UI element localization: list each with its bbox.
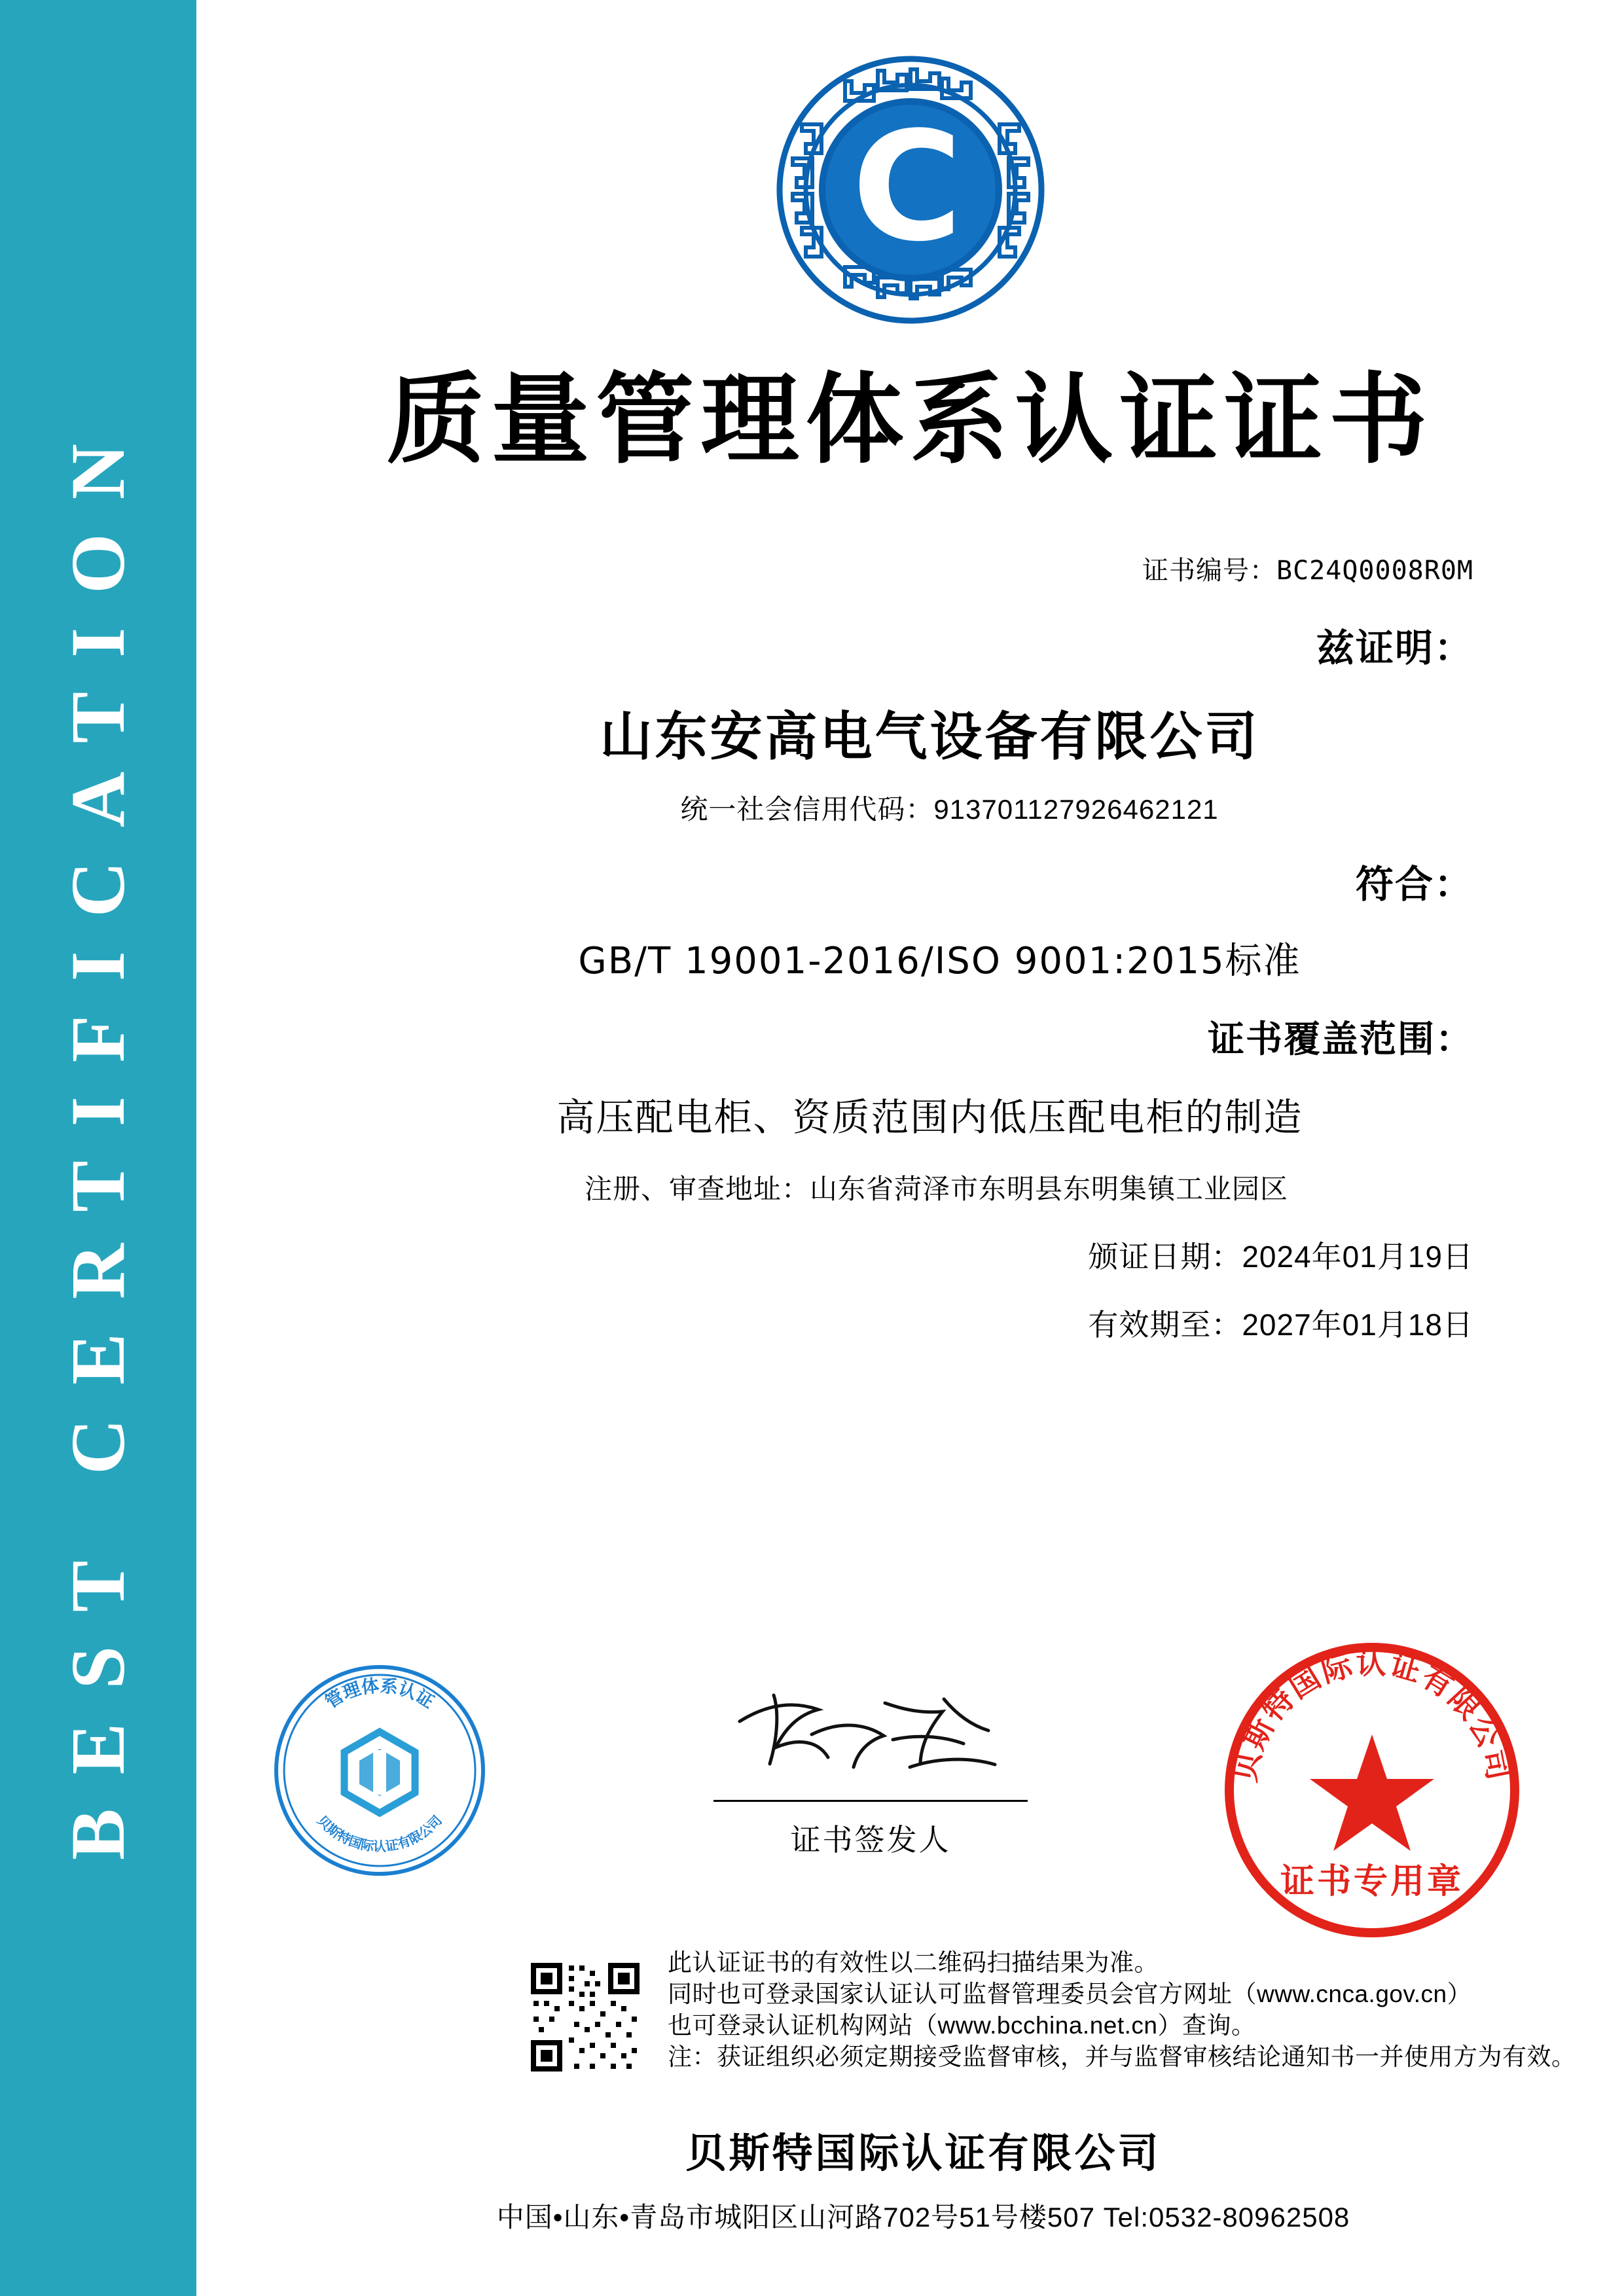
valid-until-date: 有效期至：2027年01月18日 [1088,1308,1473,1342]
svg-text:管理体系认证: 管理体系认证 [321,1676,438,1713]
note-line-3: 也可登录认证机构网站（www.bcchina.net.cn）查询。 [668,2012,1256,2039]
scope-label: 证书覆盖范围： [1208,1018,1473,1060]
company-name: 山东安高电气设备有限公司 [600,708,1260,766]
note-line-1: 此认证证书的有效性以二维码扫描结果为准。 [668,1949,1159,1976]
note-line-2: 同时也可登录国家认证认可监督管理委员会官方网址（www.cnca.gov.cn） [668,1981,1472,2007]
red-seal-stamp-icon [1218,1636,1526,1944]
validity-notes [668,1947,1584,2073]
issue-date: 颁证日期：2024年01月19日 [1088,1240,1473,1274]
hereby-label: 兹证明： [1316,627,1473,670]
scope-value: 高压配电柜、资质范围内低压配电柜的制造 [556,1096,1303,1139]
signature-caption: 证书签发人 [790,1823,951,1857]
certificate-number-line [196,550,1624,587]
registered-address: 注册、审查地址：山东省菏泽市东明县东明集镇工业园区 [584,1174,1288,1204]
standard-value: GB/T 19001-2016/ISO 9001:2015标准 [578,940,1301,982]
certificate-body [196,550,1624,1344]
signature-line [713,1800,1028,1802]
certificate-page [196,0,1624,2296]
certificate-number-label: 证书编号： [1142,556,1277,586]
side-band-label: BEST CERTIFICATION [55,409,141,1861]
footer-address: 中国•山东•青岛市城阳区山河路702号51号楼507 Tel:0532-80962508 [496,2202,1350,2233]
signature-block [713,1676,1028,1859]
page-title: 质量管理体系认证证书 [386,363,1434,477]
conform-label: 符合： [1355,863,1473,906]
handwritten-signature-icon [713,1676,1028,1800]
emblem-letter: C [852,100,962,275]
svg-text:证书专用章: 证书专用章 [1280,1862,1464,1901]
note-line-4: 注：获证组织必须定期接受监督审核，并与监督审核结论通知书一并使用方为有效。 [668,2043,1576,2070]
certificate-number-value: BC24Q0008R0M [1276,556,1473,586]
qr-code-icon [527,1959,643,2075]
bc-certification-emblem-icon [773,52,1048,327]
footer [196,2121,1624,2235]
signature-area [196,1645,1624,1950]
side-band [0,0,196,2296]
accreditation-logo-icon [272,1662,488,1878]
svg-text:贝斯特国际认证有限公司: 贝斯特国际认证有限公司 [1227,1645,1517,1785]
svg-text:贝斯特国际认证有限公司: 贝斯特国际认证有限公司 [314,1812,445,1854]
footer-organization: 贝斯特国际认证有限公司 [685,2131,1161,2176]
notes-area [196,1947,1624,2111]
credit-code: 统一社会信用代码：913701127926462121 [680,794,1219,825]
